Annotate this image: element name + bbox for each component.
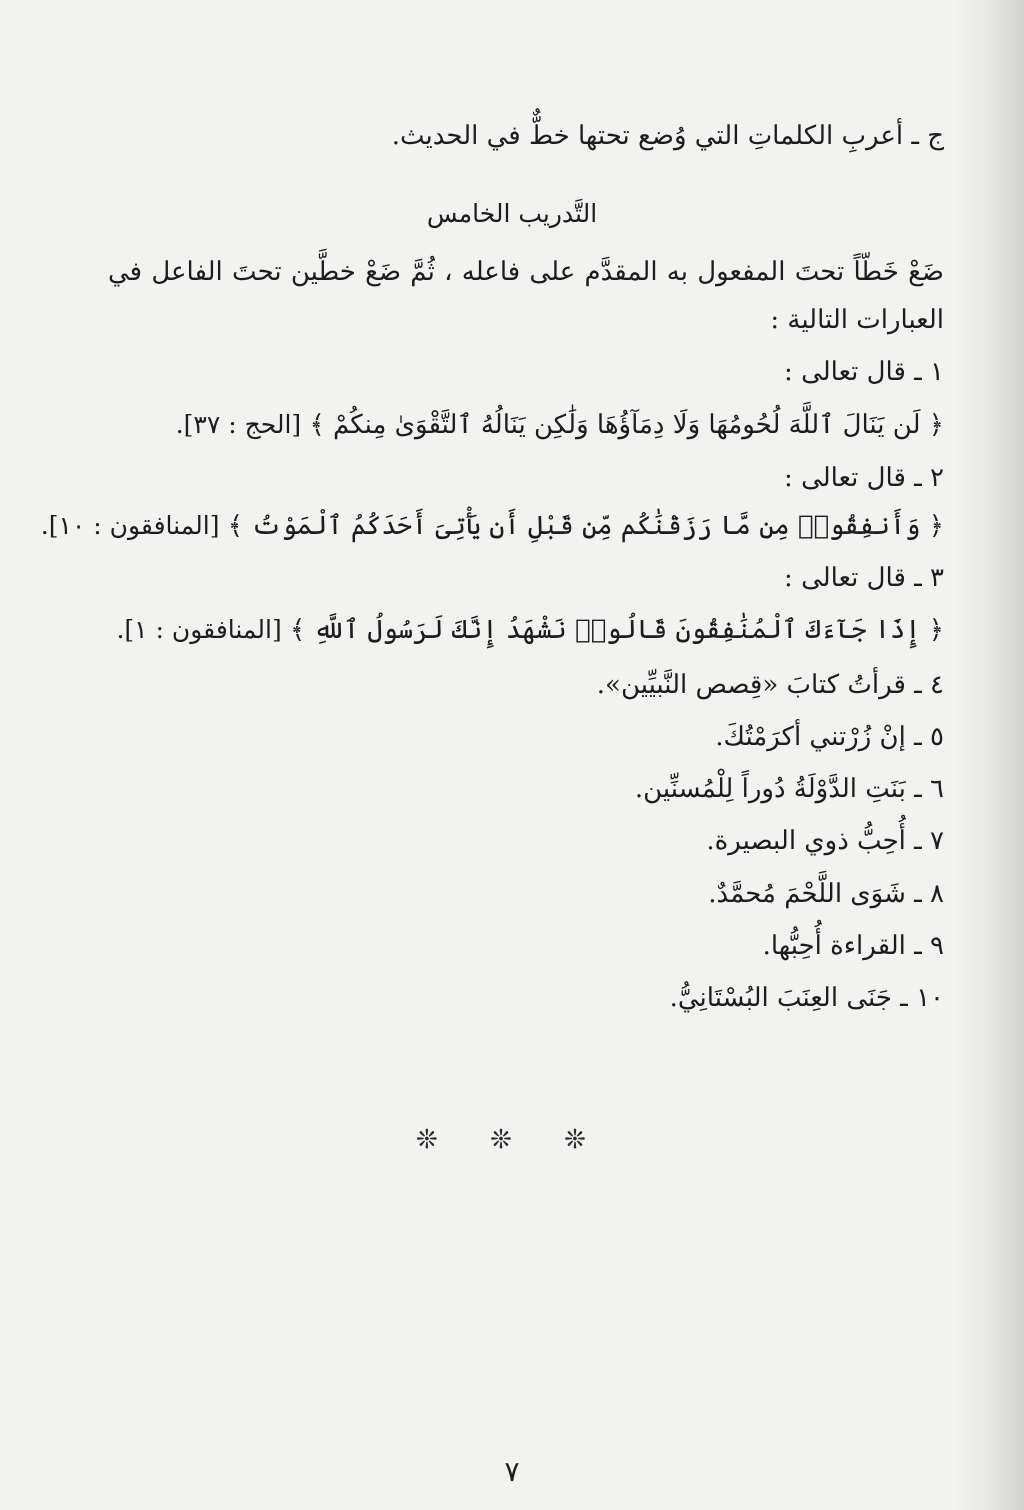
item-7: ٧ ـ أُحِبُّ ذوي البصيرة.: [706, 826, 944, 856]
quran-verse: ﴿ إِذَا جَآءَكَ ٱلْمُنَٰفِقُونَ قَالُوا۟ نَشْهَدُ إِنَّكَ لَرَسُولُ ٱللَّهِ ﴾: [289, 615, 944, 645]
verse-citation: [الحج : ٣٧].: [175, 410, 302, 439]
item-1-ayah-line: [176, 407, 944, 443]
exercise-title: التَّدريب الخامس: [426, 199, 598, 228]
quran-verse: ﴿ لَن يَنَالَ ٱللَّهَ لُحُومُهَا وَلَا دِمَآؤُهَا وَلَٰكِن يَنَالُهُ ٱلتَّقْوَىٰ مِنكُمْ ﴾: [309, 410, 944, 440]
item-3-lead: ٣ ـ قال تعالى :: [784, 563, 944, 593]
item-4: ٤ ـ قرأتُ كتابَ «قِصص النَّبيِّين».: [596, 670, 944, 700]
exercise-instruction-line-2: العبارات التالية :: [770, 305, 944, 335]
verse-citation: [المنافقون : ١٠].: [40, 511, 220, 540]
item-9: ٩ ـ القراءة أُحِبُّها.: [762, 931, 944, 961]
item-6: ٦ ـ بَنَتِ الدَّوْلَةُ دُوراً لِلْمُسنِّين.: [634, 774, 944, 804]
section-c-instruction: ج ـ أعربِ الكلماتِ التي وُضع تحتها خطٌّ في الحديث.: [391, 121, 944, 151]
item-2-lead: ٢ ـ قال تعالى :: [784, 463, 944, 493]
section-separator: ❊ ❊ ❊: [416, 1125, 608, 1155]
page-number: ٧: [504, 1455, 520, 1488]
item-8: ٨ ـ شَوَى اللَّحْمَ مُحمَّدٌ.: [708, 879, 944, 909]
item-3-ayah-line: [116, 612, 944, 648]
item-5: ٥ ـ إنْ زُرْتني أكرَمْتُكَ.: [715, 722, 944, 752]
item-10: ١٠ ـ جَنَى العِنَبَ البُسْتَانِيُّ.: [669, 983, 944, 1013]
verse-citation: [المنافقون : ١].: [116, 615, 282, 644]
exercise-instruction-line-1: ضَعْ خَطّاً تحتَ المفعول به المقدَّم على فاعله ، ثُمَّ ضَعْ خطَّين تحتَ الفاعل في: [108, 257, 944, 287]
quran-verse: ﴿ وَأَنفِقُوا۟ مِن مَّا رَزَقْنَٰكُم مِّن قَبْلِ أَن يَأْتِىَ أَحَدَكُمُ ٱلْمَوْتُ ﴾: [227, 511, 944, 541]
item-2-ayah-line: [41, 508, 944, 544]
item-1-lead: ١ ـ قال تعالى :: [784, 357, 944, 387]
